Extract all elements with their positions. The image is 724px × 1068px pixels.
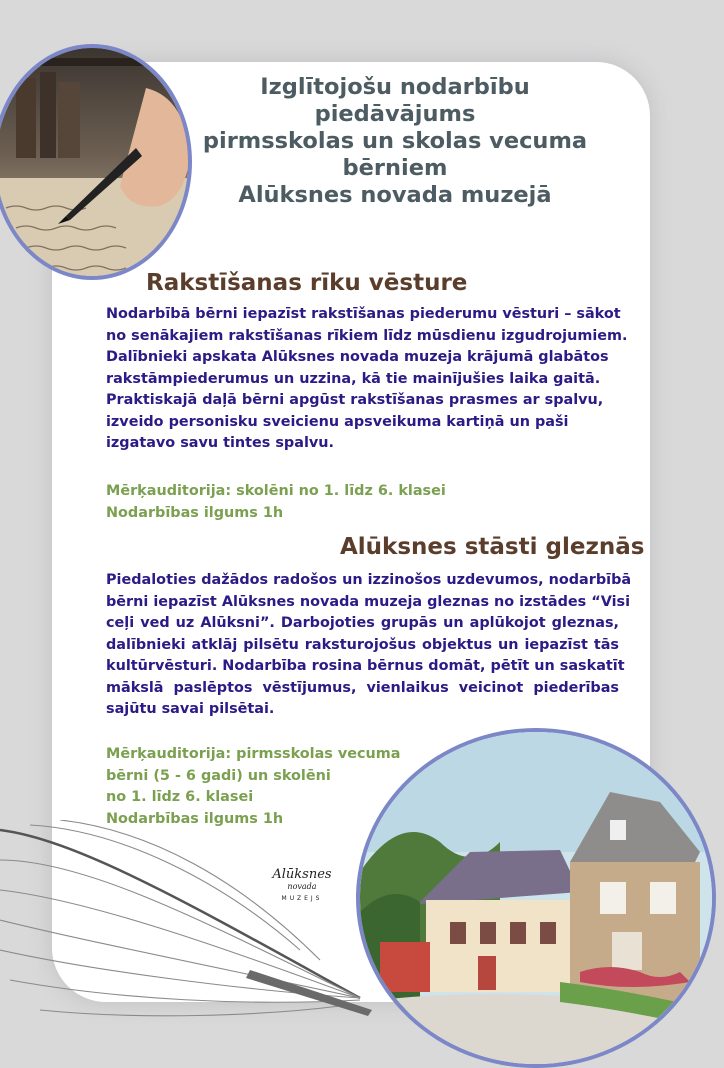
body-line: izveido personisku sveicienu apsveikuma kartiņā un paši [106, 413, 569, 430]
section1-body [106, 304, 628, 455]
audience-text: Mērķauditorija: skolēni no 1. līdz 6. klasei [106, 483, 446, 499]
title-line: piedāvājums [314, 101, 476, 127]
painting-of-houses [356, 728, 716, 1068]
body-line: izgatavo savu tintes spalvu. [106, 435, 334, 451]
section2-body [106, 570, 632, 721]
body-line: dalībnieki atklāj pilsētu raksturojošus objektus un iepazīst tās [106, 636, 619, 653]
logo-script-bottom: novada [287, 882, 317, 891]
body-line: ceļi ved uz Alūksni”. Darbojoties grupās un aplūkojot gleznas, [106, 615, 619, 631]
body-line: Praktiskajā daļā bērni apgūst rakstīšanas prasmes ar spalvu, [106, 392, 604, 408]
body-line: rakstāmpiederumus un uzzina, kā tie mainījušies laika gaitā. [106, 370, 601, 387]
audience-text: no 1. līdz 6. klasei [106, 789, 254, 805]
title-line: pirmsskolas un skolas vecuma [202, 128, 588, 154]
body-line: mākslā paslēptos vēstījumus, vienlaikus veicinot piederības [106, 679, 619, 696]
quill-writing-photo [0, 44, 192, 280]
section2-meta [106, 744, 401, 830]
body-line: sajūtu savai pilsētai. [106, 701, 275, 717]
page-title [190, 74, 600, 209]
section2-heading: Alūksnes stāsti gleznās [340, 534, 645, 560]
section1-meta [106, 481, 446, 524]
title-line: bērniem [342, 155, 448, 181]
houses-painting-icon [360, 732, 716, 1068]
body-line: kultūrvēsturi. Nodarbība rosina bērnus domāt, pētīt un saskatīt [106, 658, 625, 674]
feather-icon [0, 820, 380, 1024]
duration-text: Nodarbības ilgums 1h [106, 810, 284, 827]
body-line: Nodarbībā bērni iepazīst rakstīšanas piederumu vēsturi – sākot [106, 306, 621, 322]
logo-caps: MUZEJS [281, 895, 323, 902]
title-line: Alūksnes novada muzejā [238, 182, 552, 208]
logo-script-top: Alūksnes [272, 867, 332, 882]
body-line: Dalībnieki apskata Alūksnes novada muzeja krājumā glabātos [106, 349, 609, 365]
section1-heading: Rakstīšanas rīku vēsture [146, 270, 468, 296]
museum-logo [262, 868, 342, 918]
body-line: Piedaloties dažādos radošos un izzinošos uzdevumos, nodarbībā [106, 572, 632, 588]
audience-text: Mērķauditorija: pirmsskolas vecuma [106, 746, 401, 762]
title-line: Izglītojošu nodarbību [260, 74, 530, 100]
audience-text: bērni (5 - 6 gadi) un skolēni [106, 767, 331, 784]
body-line: no senākajiem rakstīšanas rīkiem līdz mūsdienu izgudrojumiem. [106, 327, 628, 344]
duration-text: Nodarbības ilgums 1h [106, 504, 284, 521]
body-line: bērni iepazīst Alūksnes novada muzeja gleznas no izstādes “Visi [106, 593, 631, 610]
